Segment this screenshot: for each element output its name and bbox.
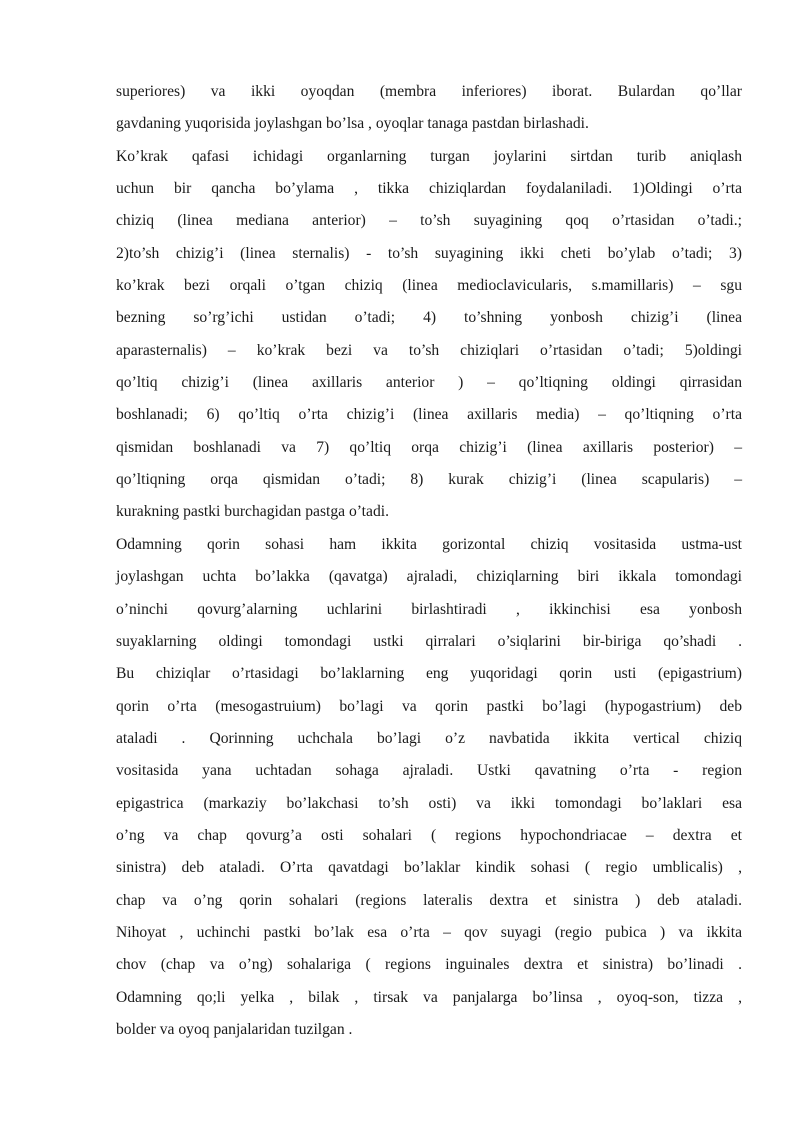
text-line: bolder va oyoq panjalaridan tuzilgan .	[116, 1020, 353, 1038]
text-line: chap va o’ng qorin sohalari (regions lateralis dextra et sinistra ) deb ataladi.	[116, 891, 742, 909]
text-line: bezning so’rg’ichi ustidan o’tadi; 4) to’shning yonbosh chizig’i (linea	[116, 309, 742, 327]
text-line: sinistra) deb ataladi. O’rta qavatdagi bo’laklar kindik sohasi ( regio umblicalis) ,	[116, 859, 742, 877]
text-line: superiores) va ikki oyoqdan (membra inferiores) iborat. Bulardan qo’llar	[116, 83, 742, 100]
text-line: Ko’krak qafasi ichidagi organlarning turgan joylarini sirtdan turib aniqlash	[116, 147, 742, 165]
text-line: suyaklarning oldingi tomondagi ustki qirralari o’siqlarini bir-biriga qo’shadi .	[116, 632, 742, 650]
text-line: Odamning qo;li yelka , bilak , tirsak va panjalarga bo’linsa , oyoq-son, tizza ,	[116, 988, 742, 1006]
text-line: ko’krak bezi orqali o’tgan chiziq (linea medioclavicularis, s.mamillaris) – sgu	[116, 277, 742, 295]
text-line: joylashgan uchta bo’lakka (qavatga) ajraladi, chiziqlarning biri ikkala tomondagi	[116, 568, 742, 586]
text-line: o’ng va chap qovurg’a osti sohalari ( regions hypochondriacae – dextra et	[116, 826, 742, 844]
text-line: Bu chiziqlar o’rtasidagi bo’laklarning eng yuqoridagi qorin usti (epigastrium)	[116, 665, 742, 683]
text-line: qo’ltiqning orqa qismidan o’tadi; 8) kurak chizig’i (linea scapularis) –	[116, 471, 742, 489]
text-line: chov (chap va o’ng) sohalariga ( regions inguinales dextra et sinistra) bo’linadi .	[116, 956, 742, 974]
text-line: Odamning qorin sohasi ham ikkita gorizontal chiziq vositasida ustma-ust	[116, 535, 742, 553]
text-line: uchun bir qancha bo’ylama , tikka chiziqlardan foydalaniladi. 1)Oldingi o’rta	[116, 180, 742, 198]
text-line: 2)to’sh chizig’i (linea sternalis) - to’sh suyagining ikki cheti bo’ylab o’tadi; 3)	[116, 244, 742, 262]
text-line: qo’ltiq chizig’i (linea axillaris anterior ) – qo’ltiqning oldingi qirrasidan	[116, 374, 742, 392]
text-line: chiziq (linea mediana anterior) – to’sh suyagining qoq o’rtasidan o’tadi.;	[116, 212, 742, 230]
body-text	[116, 76, 742, 1046]
text-line: epigastrica (markaziy bo’lakchasi to’sh osti) va ikki tomondagi bo’laklari esa	[116, 794, 742, 812]
text-line: o’ninchi qovurg’alarning uchlarini birlashtiradi , ikkinchisi esa yonbosh	[116, 600, 742, 618]
text-line: ataladi . Qorinning uchchala bo’lagi o’z navbatida ikkita vertical chiziq	[116, 729, 742, 747]
text-line: boshlanadi; 6) qo’ltiq o’rta chizig’i (linea axillaris media) – qo’ltiqning o’rta	[116, 406, 742, 424]
text-line: qismidan boshlanadi va 7) qo’ltiq orqa chizig’i (linea axillaris posterior) –	[116, 438, 742, 456]
text-line: vositasida yana uchtadan sohaga ajraladi. Ustki qavatning o’rta - region	[116, 762, 742, 780]
text-line: qorin o’rta (mesogastruium) bo’lagi va qorin pastki bo’lagi (hypogastrium) deb	[116, 697, 742, 715]
text-line: gavdaning yuqorisida joylashgan bo’lsa , oyoqlar tanaga pastdan birlashadi.	[116, 115, 589, 133]
text-line: Nihoyat , uchinchi pastki bo’lak esa o’rta – qov suyagi (regio pubica ) va ikkita	[116, 923, 742, 941]
text-line: kurakning pastki burchagidan pastga o’tadi.	[116, 503, 389, 521]
text-line: aparasternalis) – ko’krak bezi va to’sh chiziqlari o’rtasidan o’tadi; 5)oldingi	[116, 341, 742, 359]
